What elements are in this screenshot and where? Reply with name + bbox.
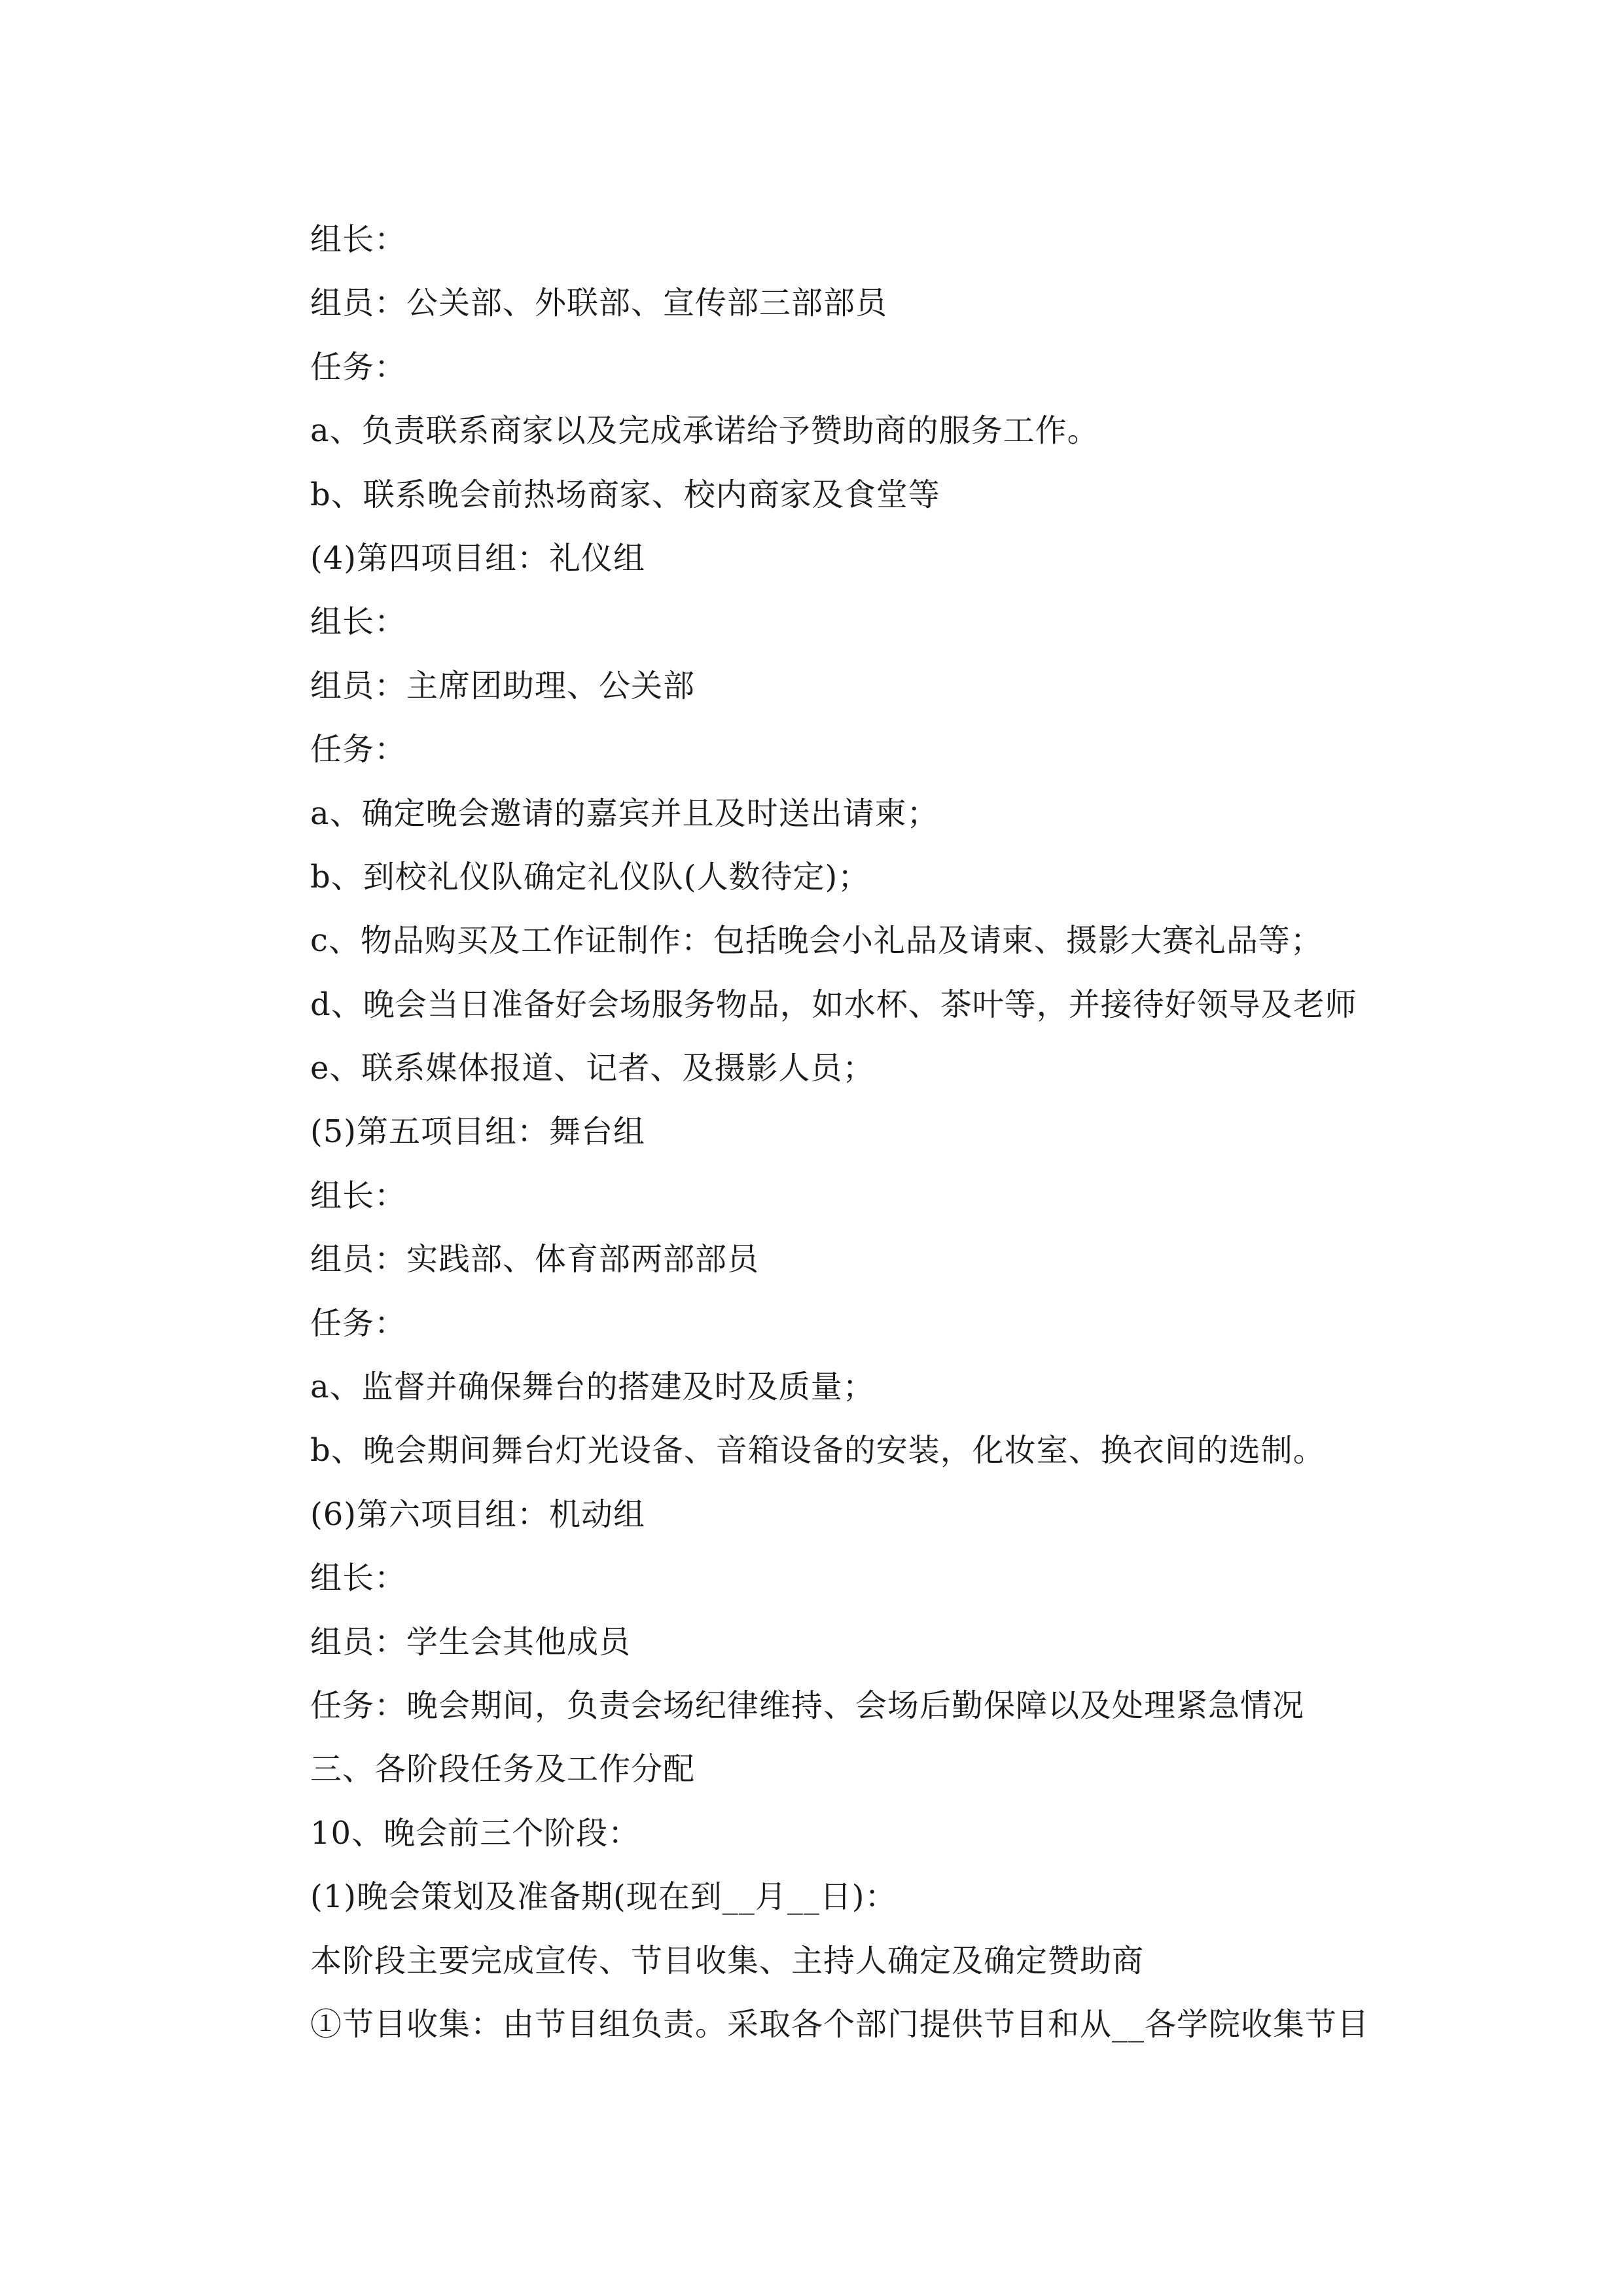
text-line-members: 组员：公关部、外联部、宣传部三部部员: [310, 285, 888, 322]
phase-heading-1: (1)晚会策划及准备期(现在到__月__日)：: [310, 1878, 897, 1916]
text-line-members: 组员：实践部、体育部两部部员: [310, 1241, 760, 1278]
text-line-members: 组员：学生会其他成员: [310, 1623, 632, 1660]
text-line-leader: 组长：: [310, 1560, 407, 1597]
text-line-task: 任务：: [310, 348, 407, 386]
text-line-task-b: b、联系晚会前热场商家、校内商家及食堂等: [310, 476, 940, 513]
text-line-task: 任务：: [310, 1304, 407, 1342]
text-line-task-b: b、晚会期间舞台灯光设备、音箱设备的安装，化妆室、换衣间的选制。: [310, 1432, 1325, 1469]
section-heading-3: 三、各阶段任务及工作分配: [310, 1751, 696, 1788]
document-body: [310, 208, 1423, 2056]
text-line-task-b: b、到校礼仪队确定礼仪队(人数待定)；: [310, 858, 870, 895]
text-line-task: 任务：晚会期间，负责会场纪律维持、会场后勤保障以及处理紧急情况: [310, 1687, 1305, 1724]
text-line-leader: 组长：: [310, 221, 407, 258]
text-line-task-a: a、监督并确保舞台的搭建及时及质量；: [310, 1369, 875, 1406]
text-line-task-e: e、联系媒体报道、记者、及摄影人员；: [310, 1050, 875, 1087]
text-line-leader: 组长：: [310, 1177, 407, 1214]
text-line-task-a: a、确定晚会邀请的嘉宾并且及时送出请柬；: [310, 795, 939, 832]
text-line-task-a: a、负责联系商家以及完成承诺给予赞助商的服务工作。: [310, 412, 1099, 450]
text-line-program-collection: ①节目收集：由节目组负责。采取各个部门提供节目和从__各学院收集节目: [310, 2005, 1370, 2043]
section-heading-group-6: (6)第六项目组：机动组: [310, 1496, 645, 1533]
section-heading-group-5: (5)第五项目组：舞台组: [310, 1113, 645, 1151]
text-line-task-c: c、物品购买及工作证制作：包括晚会小礼品及请柬、摄影大赛礼品等；: [310, 922, 1323, 960]
text-line-phase-summary: 本阶段主要完成宣传、节目收集、主持人确定及确定赞助商: [310, 1942, 1145, 1979]
text-line-task-d: d、晚会当日准备好会场服务物品，如水杯、茶叶等，并接待好领导及老师: [310, 986, 1357, 1023]
section-heading-group-4: (4)第四项目组：礼仪组: [310, 539, 645, 577]
text-line-members: 组员：主席团助理、公关部: [310, 667, 696, 704]
text-line-leader: 组长：: [310, 603, 407, 641]
text-line-task: 任务：: [310, 731, 407, 768]
subsection-heading-10: 10、晚会前三个阶段：: [310, 1814, 641, 1852]
